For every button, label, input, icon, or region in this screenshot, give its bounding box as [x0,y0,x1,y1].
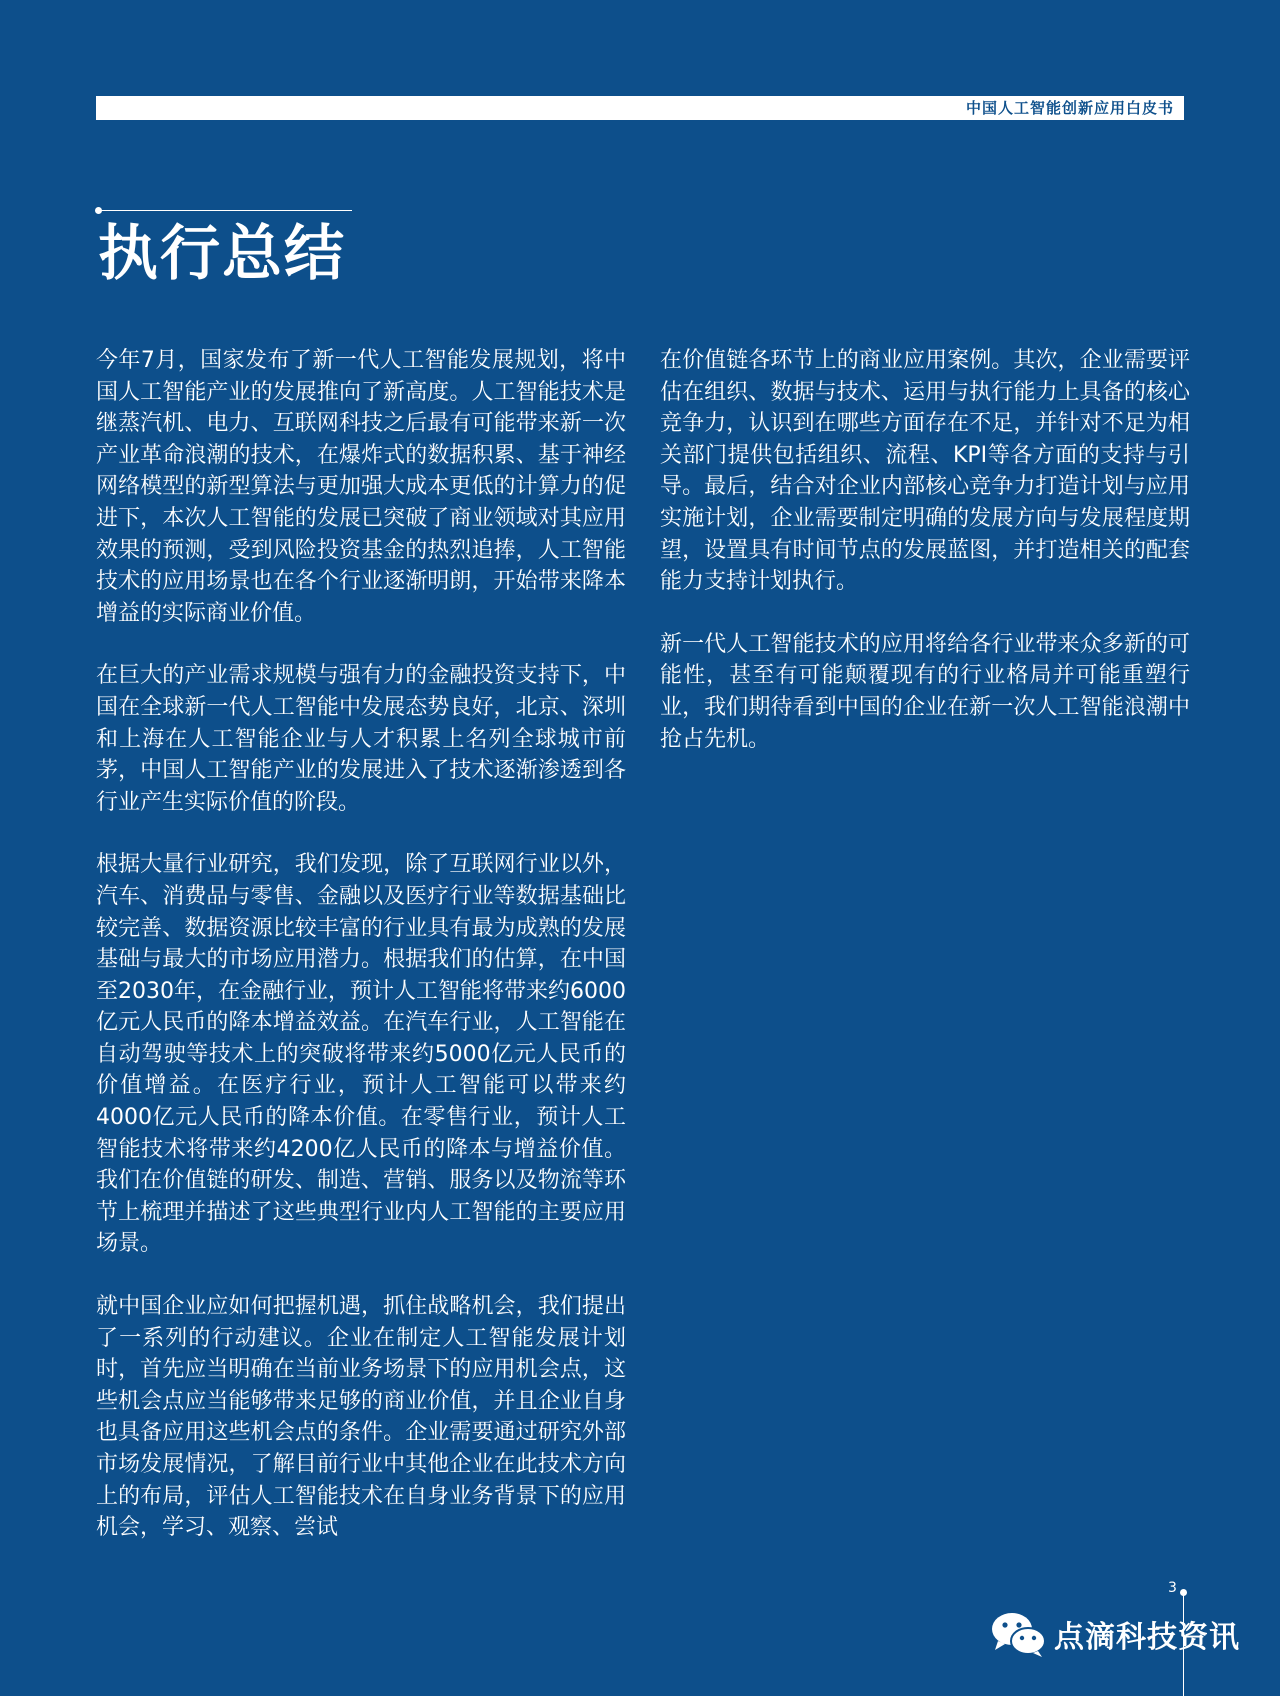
paragraph: 就中国企业应如何把握机遇，抓住战略机会，我们提出了一系列的行动建议。企业在制定人工智能发展计划时，首先应当明确在当前业务场景下的应用机会点，这些机会点应当能够带来足够的商业价值，并且企业自身也具备应用这些机会点的条件。企业需要通过研究外部市场发展情况，了解目前行业中其他企业在此技术方向上的布局，评估人工智能技术在自身业务背景下的应用机会，学习、观察、尝试 [96,1294,626,1541]
watermark [990,1610,1240,1658]
page-number: 3 [1168,1580,1177,1596]
header-title: 中国人工智能创新应用白皮书 [965,99,1174,117]
wechat-icon [990,1610,1048,1658]
page-title: 执行总结 [98,219,346,289]
paragraph: 在价值链各环节上的商业应用案例。其次，企业需要评估在组织、数据与技术、运用与执行能力上具备的核心竞争力，认识到在哪些方面存在不足，并针对不足为相关部门提供包括组织、流程、KPI等各方面的支持与引导。最后，结合对企业内部核心竞争力打造计划与应用实施计划，企业需要制定明确的发展方向与发展程度期望，设置具有时间节点的发展蓝图，并打造相关的配套能力支持计划执行。 [660,348,1190,595]
paragraph: 新一代人工智能技术的应用将给各行业带来众多新的可能性，甚至有可能颠覆现有的行业格局并可能重塑行业，我们期待看到中国的企业在新一次人工智能浪潮中抢占先机。 [660,631,1190,752]
right-column [660,345,1190,786]
paragraph: 在巨大的产业需求规模与强有力的金融投资支持下，中国在全球新一代人工智能中发展态势良好，北京、深圳和上海在人工智能企业与人才积累上名列全球城市前茅，中国人工智能产业的发展进入了技术逐渐渗透到各行业产生实际价值的阶段。 [96,663,626,815]
paragraph: 今年7月，国家发布了新一代人工智能发展规划，将中国人工智能产业的发展推向了新高度。人工智能技术是继蒸汽机、电力、互联网科技之后最有可能带来新一次产业革命浪潮的技术，在爆炸式的数据积累、基于神经网络模型的新型算法与更加强大成本更低的计算力的促进下，本次人工智能的发展已突破了商业领域对其应用效果的预测，受到风险投资基金的热烈追捧，人工智能技术的应用场景也在各个行业逐渐明朗，开始带来降本增益的实际商业价值。 [96,348,626,626]
header-bar [96,96,1184,120]
left-column [96,345,626,1575]
title-rule [98,210,352,211]
watermark-text: 点滴科技资讯 [1054,1620,1240,1655]
paragraph: 根据大量行业研究，我们发现，除了互联网行业以外，汽车、消费品与零售、金融以及医疗行业等数据基础比较完善、数据资源比较丰富的行业具有最为成熟的发展基础与最大的市场应用潜力。根据我们的估算，在中国至2030年，在金融行业，预计人工智能将带来约6000亿元人民币的降本增益效益。在汽车行业，人工智能在自动驾驶等技术上的突破将带来约5000亿元人民币的价值增益。在医疗行业，预计人工智能可以带来约4000亿元人民币的降本价值。在零售行业，预计人工智能技术将带来约4200亿人民币的降本与增益价值。我们在价值链的研发、制造、营销、服务以及物流等环节上梳理并描述了这些典型行业内人工智能的主要应用场景。 [96,852,626,1257]
